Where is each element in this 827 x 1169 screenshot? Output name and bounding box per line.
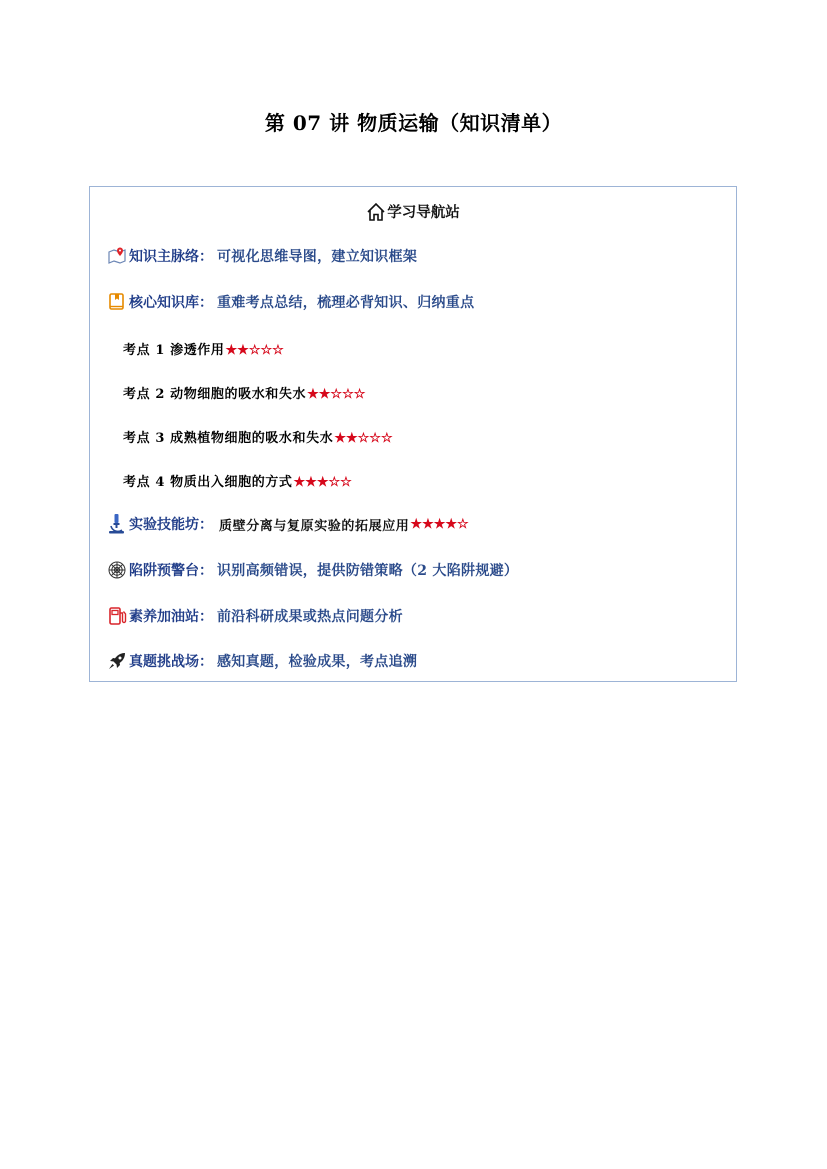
rating-stars <box>226 343 284 358</box>
nav-item-literacy-boost[interactable] <box>106 605 403 627</box>
rating-stars <box>334 431 392 446</box>
nav-item-core-knowledge[interactable] <box>106 291 474 313</box>
nav-item-label: 陷阱预警台 <box>129 563 199 579</box>
star-empty-icon: ☆ <box>342 387 354 402</box>
spider-web-icon <box>106 559 128 581</box>
nav-item-colon: ： <box>199 249 213 265</box>
exam-point-text: 考点 2 动物细胞的吸水和失水 <box>123 387 307 402</box>
star-empty-icon: ☆ <box>357 431 370 446</box>
page-title: 第 07 讲 物质运输（知识清单） <box>264 111 563 135</box>
star-empty-icon: ☆ <box>340 475 352 490</box>
star-filled-icon: ★ <box>293 475 306 490</box>
nav-item-colon: ： <box>199 563 213 579</box>
rocket-icon <box>106 650 128 672</box>
star-empty-icon: ☆ <box>353 387 366 402</box>
star-empty-icon: ☆ <box>272 343 284 358</box>
star-filled-icon: ★ <box>225 343 238 358</box>
star-filled-icon: ★ <box>316 475 329 490</box>
nav-item-colon: ： <box>199 295 213 311</box>
exam-point-3[interactable] <box>123 427 393 446</box>
star-filled-icon: ★ <box>307 387 319 402</box>
star-filled-icon: ★ <box>305 475 317 490</box>
rating-stars <box>410 517 468 532</box>
nav-item-desc: 质壁分离与复原实验的拓展应用 <box>219 518 410 534</box>
star-empty-icon: ☆ <box>328 475 341 490</box>
nav-item-lab-skills[interactable] <box>106 513 469 535</box>
exam-point-1[interactable] <box>123 339 284 358</box>
nav-item-label: 知识主脉络 <box>129 249 199 265</box>
star-filled-icon: ★ <box>445 516 458 532</box>
nav-item-desc: 感知真题，检验成果，考点追溯 <box>217 654 418 670</box>
rating-stars <box>294 475 352 490</box>
nav-item-knowledge-map[interactable] <box>106 245 417 267</box>
star-empty-icon: ☆ <box>369 431 381 446</box>
exam-point-4[interactable] <box>123 471 352 490</box>
nav-item-colon: ： <box>199 609 213 625</box>
exam-point-text: 考点 4 物质出入细胞的方式 <box>123 475 293 490</box>
star-filled-icon: ★ <box>318 387 331 402</box>
nav-item-label: 实验技能坊 <box>129 517 199 533</box>
exam-point-2[interactable] <box>123 383 365 402</box>
nav-item-desc: 前沿科研成果或热点问题分析 <box>217 609 403 625</box>
nav-item-desc: 重难考点总结，梳理必背知识、归纳重点 <box>217 295 475 311</box>
exam-point-text: 考点 3 成熟植物细胞的吸水和失水 <box>123 431 334 446</box>
star-empty-icon: ☆ <box>457 516 469 532</box>
star-empty-icon: ☆ <box>248 343 261 358</box>
nav-item-label: 核心知识库 <box>129 295 199 311</box>
star-filled-icon: ★ <box>237 343 249 358</box>
map-pin-icon <box>106 245 128 267</box>
nav-item-label: 素养加油站 <box>129 609 199 625</box>
nav-item-desc: 识别高频错误，提供防错策略（2 大陷阱规避） <box>217 563 519 579</box>
nav-item-trap-warning[interactable] <box>106 559 518 581</box>
nav-item-colon: ： <box>199 654 213 670</box>
star-empty-icon: ☆ <box>380 431 393 446</box>
exam-point-text: 考点 1 渗透作用 <box>123 343 225 358</box>
fuel-pump-icon <box>106 605 128 627</box>
star-empty-icon: ☆ <box>330 387 343 402</box>
nav-header-text: 学习导航站 <box>387 204 460 221</box>
star-filled-icon: ★ <box>334 431 346 446</box>
rating-stars <box>307 387 365 402</box>
book-icon <box>106 291 128 313</box>
house-icon <box>366 204 387 221</box>
microscope-icon <box>106 513 128 535</box>
nav-item-colon: ： <box>199 517 213 533</box>
nav-header <box>90 201 736 222</box>
star-filled-icon: ★ <box>410 516 423 532</box>
nav-item-desc: 可视化思维导图，建立知识框架 <box>217 249 418 265</box>
star-filled-icon: ★ <box>345 431 358 446</box>
star-empty-icon: ☆ <box>260 343 273 358</box>
star-filled-icon: ★ <box>422 516 434 532</box>
star-filled-icon: ★ <box>433 516 446 532</box>
nav-item-exam-challenge[interactable] <box>106 650 417 672</box>
learning-navigation-box <box>89 186 737 682</box>
nav-item-label: 真题挑战场 <box>129 654 199 670</box>
